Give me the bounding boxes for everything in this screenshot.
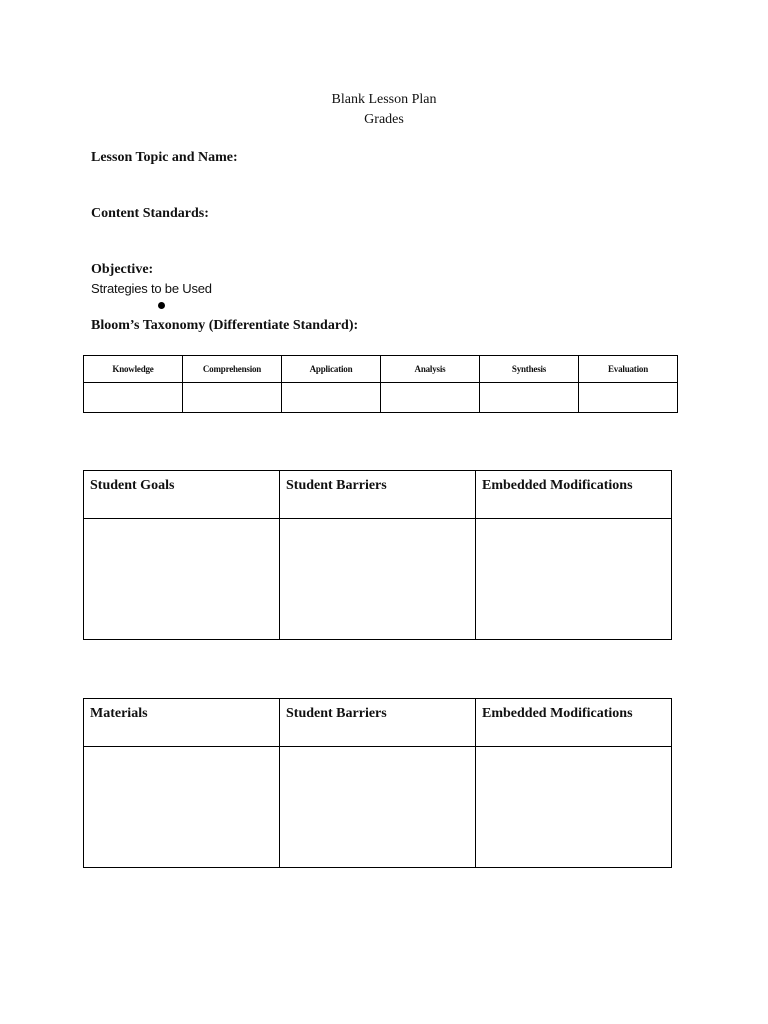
table-header-cell: Embedded Modifications — [476, 471, 672, 519]
bullet-point — [158, 302, 165, 309]
table-cell[interactable] — [282, 383, 381, 413]
table-header-cell: Student Barriers — [280, 471, 476, 519]
materials-table — [83, 698, 672, 868]
blooms-taxonomy-table — [83, 355, 678, 413]
table-cell[interactable] — [84, 383, 183, 413]
strategies-text: Strategies to be Used — [91, 281, 212, 296]
student-goals-table — [83, 470, 672, 640]
table-cell[interactable] — [579, 383, 678, 413]
table-header-cell: Synthesis — [480, 356, 579, 383]
table-cell[interactable] — [280, 519, 476, 640]
table-cell[interactable] — [480, 383, 579, 413]
table-header-cell: Student Barriers — [280, 699, 476, 747]
document-title: Blank Lesson Plan — [331, 92, 437, 107]
table-row — [84, 747, 672, 868]
table-row — [84, 383, 678, 413]
table-cell[interactable] — [84, 519, 280, 640]
table-header-cell: Application — [282, 356, 381, 383]
table-cell[interactable] — [84, 747, 280, 868]
table-header-cell: Comprehension — [183, 356, 282, 383]
table-cell[interactable] — [280, 747, 476, 868]
table-header-cell: Analysis — [381, 356, 480, 383]
table-header-cell: Embedded Modifications — [476, 699, 672, 747]
table-header-cell: Knowledge — [84, 356, 183, 383]
content-standards-label: Content Standards: — [91, 206, 209, 221]
table-header-cell: Evaluation — [579, 356, 678, 383]
table-header-row — [84, 471, 672, 519]
table-header-cell: Student Goals — [84, 471, 280, 519]
lesson-topic-label: Lesson Topic and Name: — [91, 150, 238, 165]
table-cell[interactable] — [183, 383, 282, 413]
table-cell[interactable] — [476, 519, 672, 640]
document-subtitle: Grades — [364, 112, 404, 127]
blooms-taxonomy-label: Bloom’s Taxonomy (Differentiate Standard): — [91, 318, 359, 333]
table-row — [84, 519, 672, 640]
table-header-cell: Materials — [84, 699, 280, 747]
table-header-row — [84, 356, 678, 383]
table-header-row — [84, 699, 672, 747]
objective-label: Objective: — [91, 262, 154, 277]
table-cell[interactable] — [381, 383, 480, 413]
table-cell[interactable] — [476, 747, 672, 868]
